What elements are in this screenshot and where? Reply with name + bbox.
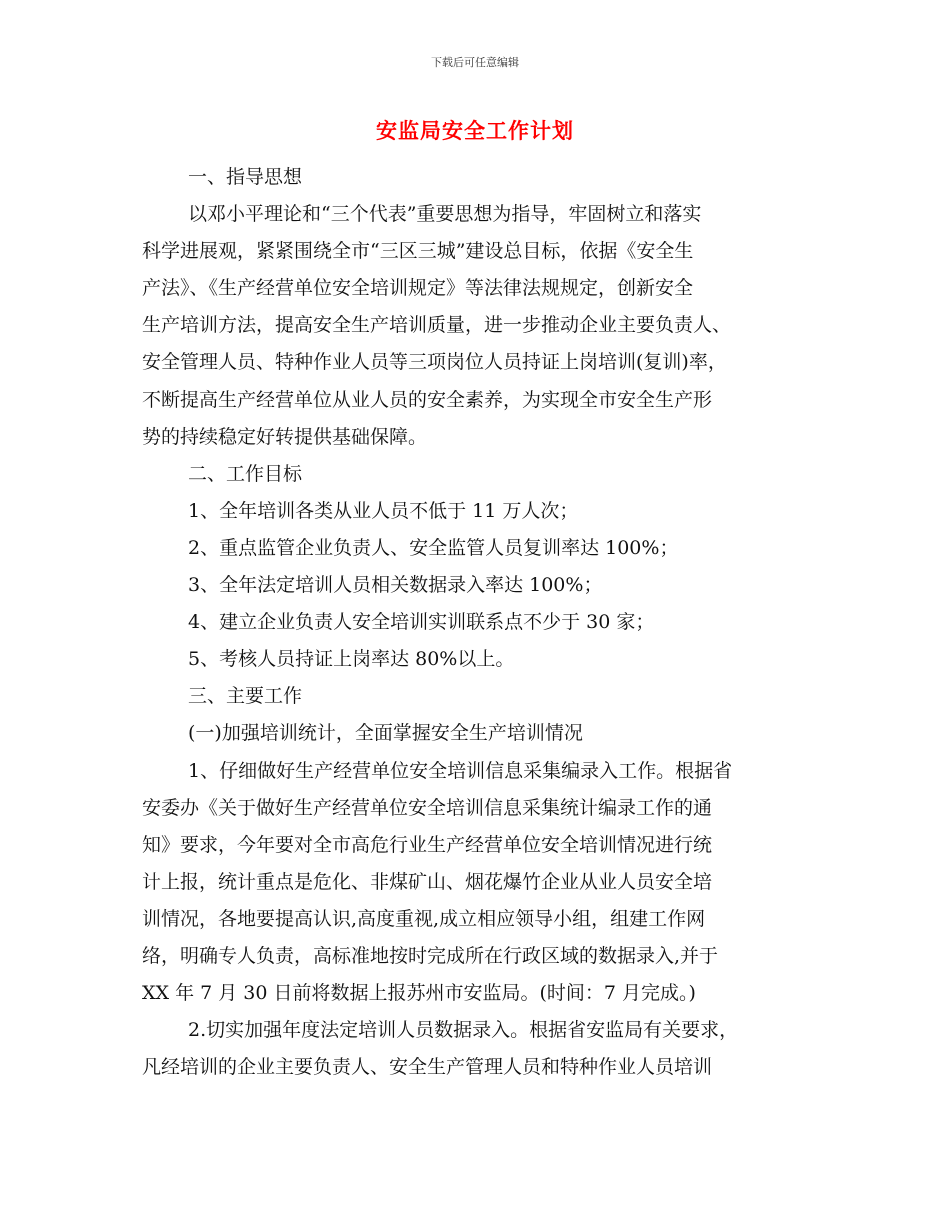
document-body xyxy=(142,159,800,1086)
page-header-note: 下载后可任意编辑 xyxy=(431,56,519,69)
text-line: 2、重点监管企业负责人、安全监管人员复训率达 100%； xyxy=(188,536,679,559)
text-line: 5、考核人员持证上岗率达 80%以上。 xyxy=(188,648,515,671)
text-line: 训情况，各地要提高认识,高度重视,成立相应领导小组，组建工作网 xyxy=(142,907,706,930)
text-line: 产法》、《生产经营单位安全培训规定》等法律法规规定，创新安全 xyxy=(142,277,694,300)
text-line: 安全管理人员、特种作业人员等三项岗位人员持证上岗培训(复训)率， xyxy=(142,351,727,374)
text-line: 3、全年法定培训人员相关数据录入率达 100%； xyxy=(188,574,603,597)
text-line: 以邓小平理论和“三个代表”重要思想为指导，牢固树立和落实 xyxy=(188,203,702,226)
text-line: 三、主要工作 xyxy=(188,685,303,708)
text-line: 4、建立企业负责人安全培训实训联系点不少于 30 家； xyxy=(188,611,655,634)
text-line: 不断提高生产经营单位从业人员的安全素养，为实现全市安全生产形 xyxy=(142,388,713,411)
document-title: 安监局安全工作计划 xyxy=(376,119,574,143)
text-line: 知》要求，今年要对全市高危行业生产经营单位安全培训情况进行统 xyxy=(142,833,713,856)
text-line: 1、仔细做好生产经营单位安全培训信息采集编录入工作。根据省 xyxy=(188,759,733,782)
text-line: 势的持续稳定好转提供基础保障。 xyxy=(142,425,428,448)
text-line: 1、全年培训各类从业人员不低于 11 万人次； xyxy=(188,499,579,522)
text-line: 安委办《关于做好生产经营单位安全培训信息采集统计编录工作的通 xyxy=(142,796,713,819)
text-line: 二、工作目标 xyxy=(188,462,303,485)
text-line: 凡经培训的企业主要负责人、安全生产管理人员和特种作业人员培训 xyxy=(142,1056,713,1079)
text-line: XX 年 7 月 30 日前将数据上报苏州市安监局。(时间：7 月完成。) xyxy=(142,982,696,1005)
text-line: (一)加强培训统计，全面掌握安全生产培训情况 xyxy=(188,722,583,745)
text-line: 生产培训方法，提高安全生产培训质量，进一步推动企业主要负责人、 xyxy=(142,314,732,337)
text-line: 2.切实加强年度法定培训人员数据录入。根据省安监局有关要求， xyxy=(188,1019,739,1042)
text-line: 络，明确专人负责，高标准地按时完成所在行政区域的数据录入,并于 xyxy=(142,944,719,967)
text-line: 计上报，统计重点是危化、非煤矿山、烟花爆竹企业从业人员安全培 xyxy=(142,870,713,893)
text-line: 科学进展观，紧紧围绕全市“三区三城”建设总目标，依据《安全生 xyxy=(142,240,694,263)
text-line: 一、指导思想 xyxy=(188,166,303,188)
